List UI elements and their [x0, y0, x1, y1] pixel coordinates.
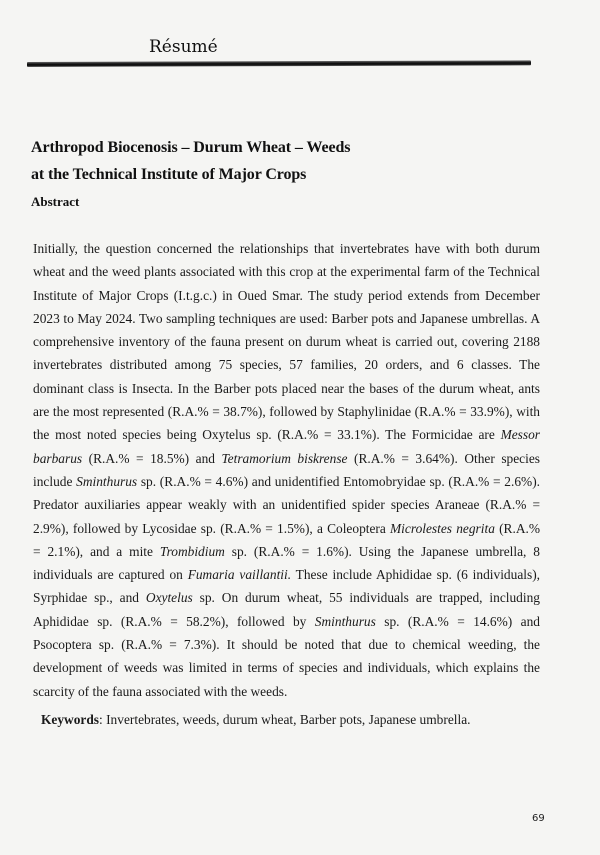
species-name: Sminthurus	[76, 473, 138, 489]
abstract-text-segment: (R.A.% = 2.1%), and a mite	[33, 520, 540, 559]
species-name: Microlestes negrita	[390, 520, 495, 536]
running-header-title: Résumé	[149, 37, 218, 57]
abstract-text-segment: (R.A.% = 3.64%). Other species include	[33, 450, 540, 489]
abstract-text-segment: (R.A.% = 18.5%) and	[82, 450, 222, 466]
abstract-body	[33, 237, 540, 703]
abstract-paragraph	[33, 237, 540, 703]
species-name: Oxytelus	[145, 590, 193, 606]
species-name: Tetramorium biskrense	[221, 450, 348, 466]
article-title-line-2: at the Technical Institute of Major Crops	[31, 166, 307, 183]
abstract-text-segment: sp. (R.A.% = 14.6%) and Psocoptera sp. (R.A.% = 7.3%). It should be noted that due to chemical weeding, the development of weeds was limited in terms of species and individuals, which explains the scarcity of the fauna associated with the weeds.	[33, 613, 540, 699]
article-title-line-1: Arthropod Biocenosis – Durum Wheat – Weeds	[31, 139, 351, 156]
abstract-text-segment: sp. (R.A.% = 4.6%) and unidentified Entomobryidae sp. (R.A.% = 2.6%). Predator auxiliaries appear weakly with an unidentified spider species Araneae (R.A.% = 2.9%), followed by Lycosidae sp. (R.A.% = 1.5%), a Coleoptera	[33, 473, 540, 536]
abstract-text-segment: sp. On durum wheat, 55 individuals are trapped, including Aphididae sp. (R.A.% = 58.2%), followed by	[33, 590, 540, 629]
header-rule	[27, 60, 531, 67]
species-name: Trombidium	[159, 543, 225, 559]
species-name: Messor barbarus	[33, 427, 540, 466]
abstract-heading: Abstract	[31, 194, 80, 209]
abstract-text-segment: Initially, the question concerned the relationships that invertebrates have with both durum wheat and the weed plants associated with this crop at the experimental farm of the Technical Institute of Major Crops (I.t.g.c.) in Oued Smar. The study period extends from December 2023 to May 2024. Two sampling techniques are used: Barber pots and Japanese umbrellas. A comprehensive inventory of the fauna present on durum wheat is carried out, covering 2188 invertebrates distributed among 75 species, 57 families, 20 orders, and 6 classes. The dominant class is Insecta. In the Barber pots placed near the bases of the durum wheat, ants are the most represented (R.A.% = 38.7%), followed by Staphylinidae (R.A.% = 33.9%), with the most noted species being Oxytelus sp. (R.A.% = 33.1%). The Formicidae are	[33, 241, 540, 443]
abstract-text-segment: sp. (R.A.% = 1.6%). Using the Japanese umbrella, 8 individuals are captured on	[33, 543, 540, 583]
keywords-label: Keywords	[41, 712, 100, 727]
page-number: 69	[532, 813, 545, 824]
keywords-text: : Invertebrates, weeds, durum wheat, Barber pots, Japanese umbrella.	[99, 712, 471, 727]
keywords-line	[41, 712, 471, 728]
abstract-text-segment: These include Aphididae sp. (6 individuals), Syrphidae sp., and	[33, 567, 540, 606]
species-name: Fumaria vaillantii.	[187, 567, 292, 583]
species-name: Sminthurus	[314, 613, 376, 629]
